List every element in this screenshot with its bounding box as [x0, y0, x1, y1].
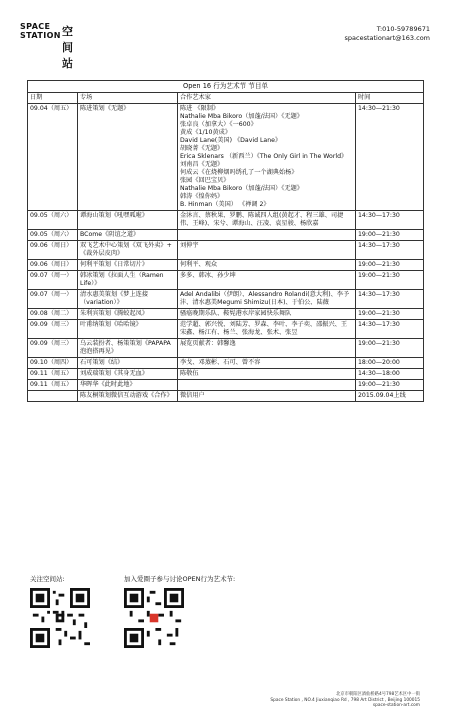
space-station-logo	[20, 22, 75, 70]
cell-artists	[178, 380, 356, 391]
table-row	[28, 320, 424, 339]
cell-program: 谭海山策划《吼嘿呱啦》	[78, 211, 178, 230]
cell-artists: 刘伸宇	[178, 241, 356, 260]
footer-line-cn: 北京市朝阳区酒仙桥路4号798艺术区中一街	[336, 692, 420, 697]
cell-date: 09.07（周一）	[28, 290, 78, 309]
qr-code-icon	[124, 588, 184, 648]
program-table	[27, 80, 424, 402]
cell-date: 09.06（周日）	[28, 241, 78, 260]
cell-program: 陈进策划《无题》	[78, 104, 178, 211]
cell-time: 19:00—21:30	[356, 271, 424, 290]
table-row	[28, 230, 424, 241]
table-row	[28, 260, 424, 271]
cell-time: 2015.09.04上线	[356, 391, 424, 402]
contact-tel: T:010-59789671	[376, 25, 430, 33]
cell-artists: 范学超、郭兴悦、刘陆芳、罗森、李叶、李子奕、邵振兴、王宋鑫、杨江有、杨兰、张海龙、张术、张昱	[178, 320, 356, 339]
logo-cn: 空间站	[62, 25, 75, 70]
cell-artists: Adel Andalibi（伊朗）、Alessandro Rolandi(意大利)、李予沣、清水惠美Megumi Shimizu(日本)、于伯公、陆薇	[178, 290, 356, 309]
table-row	[28, 358, 424, 369]
cell-time: 14:30—18:00	[356, 369, 424, 380]
table-row	[28, 339, 424, 358]
column-header-time: 时间	[356, 93, 424, 104]
cell-date: 09.11（周五）	[28, 380, 78, 391]
cell-artists	[178, 230, 356, 241]
cell-date: 09.07（周一）	[28, 271, 78, 290]
cell-artists: 陈进 《限制》 Nathalie Mba Bikoro（加蓬/法国）《无题》 张卓良（加拿大）《一600》 黄成《1/10黄成》 David Lane(美国) 《David Lane》 胡晓菁《无题》 Erica Sklenars （新西兰）《The Only Girl in The World》 刘南昌《无题》 何成云《在烧柳烟吗绣孔了一个湖典始杨》 张园《回巴宝贝》 Nathalie Mba Bikoro（加蓬/法国）《无题》 韩涛《惶你妈》 B. Hinman（美国） 《禅调 2》	[178, 104, 356, 211]
cell-program: 韩冰策划《拉面人生（Ramen Life）》	[78, 271, 178, 290]
cell-artists: 金沐言、蔡秋果、罗鹏、陈诚四人组(黄起才、程三雄、司捷伟、王峰)、宋兮、谭海山、汪凌、袁星骏、杨欣嘉	[178, 211, 356, 230]
cell-date: 09.05（周六）	[28, 230, 78, 241]
qr-code-icon	[30, 588, 90, 648]
column-header-program: 专场	[78, 93, 178, 104]
cell-date: 09.10（周四）	[28, 358, 78, 369]
cell-artists: 展览页献者：韩馨逸	[178, 339, 356, 358]
cell-date: 09.04（周五）	[28, 104, 78, 211]
qr-label-group: 加入爱圈子参与讨论OPEN行为艺术节:	[124, 575, 236, 583]
cell-artists: 陈敬伍	[178, 369, 356, 380]
cell-artists: 李戈、邓蒸彬、石可、曾不容	[178, 358, 356, 369]
cell-time: 19:00—21:30	[356, 339, 424, 358]
cell-time: 14:30—17:30	[356, 211, 424, 230]
table-header-row	[28, 93, 424, 104]
cell-program: 朱利宾策划《腾蛟起凤》	[78, 309, 178, 320]
cell-time: 14:30—17:30	[356, 320, 424, 339]
contact-email: spacestationart@163.com	[344, 34, 430, 42]
cell-time: 14:30—17:30	[356, 290, 424, 309]
cell-program: 清水惠美策划《梦上连接（variation）》	[78, 290, 178, 309]
column-header-artists: 合作艺术家	[178, 93, 356, 104]
cell-time: 19:00—21:30	[356, 309, 424, 320]
column-header-date: 日期	[28, 93, 78, 104]
cell-date: 09.09（周三）	[28, 339, 78, 358]
cell-date: 09.09（周三）	[28, 320, 78, 339]
cell-program: 双飞艺术中心策划《双飞外卖》+《裁外层皮肉》	[78, 241, 178, 260]
footer-line-en: Space Station , NO.4 Jiuxianqiao Rd , 798 Art District , Beijing 100015	[270, 697, 420, 703]
cell-date: 09.11（周五）	[28, 369, 78, 380]
cell-time: 14:30—17:30	[356, 241, 424, 260]
table-row	[28, 391, 424, 402]
cell-time: 19:00—21:30	[356, 380, 424, 391]
table-row	[28, 380, 424, 391]
cell-program: 华晖华《此时此地》	[78, 380, 178, 391]
table-row	[28, 309, 424, 320]
cell-date: 09.05（周六）	[28, 211, 78, 230]
table-row	[28, 104, 424, 211]
cell-program: 刘成瑞策划《其身无血》	[78, 369, 178, 380]
table-title: Open 16 行为艺术节 节目单	[28, 81, 424, 93]
table-row	[28, 211, 424, 230]
footer-website: space-station-art.com	[372, 703, 420, 708]
cell-time: 18:00—20:00	[356, 358, 424, 369]
cell-program: BCome《阴谊之道》	[78, 230, 178, 241]
cell-date: 09.08（周二）	[28, 309, 78, 320]
cell-time: 14:30—21:30	[356, 104, 424, 211]
table-title-row	[28, 81, 424, 93]
footer-address	[270, 692, 420, 709]
header	[20, 22, 430, 70]
logo-line2: STATION	[20, 31, 61, 40]
cell-program: 何利平策划《日常切片》	[78, 260, 178, 271]
cell-program: 叶甫纳策划《哈哈镜》	[78, 320, 178, 339]
cell-program: 乌云装扮者、杨策策划《PAPAPA泡泡搭再见》	[78, 339, 178, 358]
qr-label-follow: 关注空间站:	[30, 575, 65, 583]
cell-artists: 骚癌晚期乐队、鞍髡港水岸家园快乐舞队	[178, 309, 356, 320]
logo-line1: SPACE	[20, 22, 51, 31]
cell-program: 陈友桐策划微信互动游戏《合作》	[78, 391, 178, 402]
cell-date	[28, 391, 78, 402]
cell-date: 09.06（周日）	[28, 260, 78, 271]
table-row	[28, 271, 424, 290]
cell-time: 19:00—21:30	[356, 230, 424, 241]
contact-info	[345, 25, 431, 43]
cell-program: 石可策划《结》	[78, 358, 178, 369]
table-row	[28, 290, 424, 309]
cell-artists: 微信用户	[178, 391, 356, 402]
table-row	[28, 241, 424, 260]
qr-section	[30, 574, 390, 674]
cell-artists: 多多、韩冰、孙少坤	[178, 271, 356, 290]
table-row	[28, 369, 424, 380]
cell-time: 19:00—21:30	[356, 260, 424, 271]
cell-artists: 何利平、观众	[178, 260, 356, 271]
